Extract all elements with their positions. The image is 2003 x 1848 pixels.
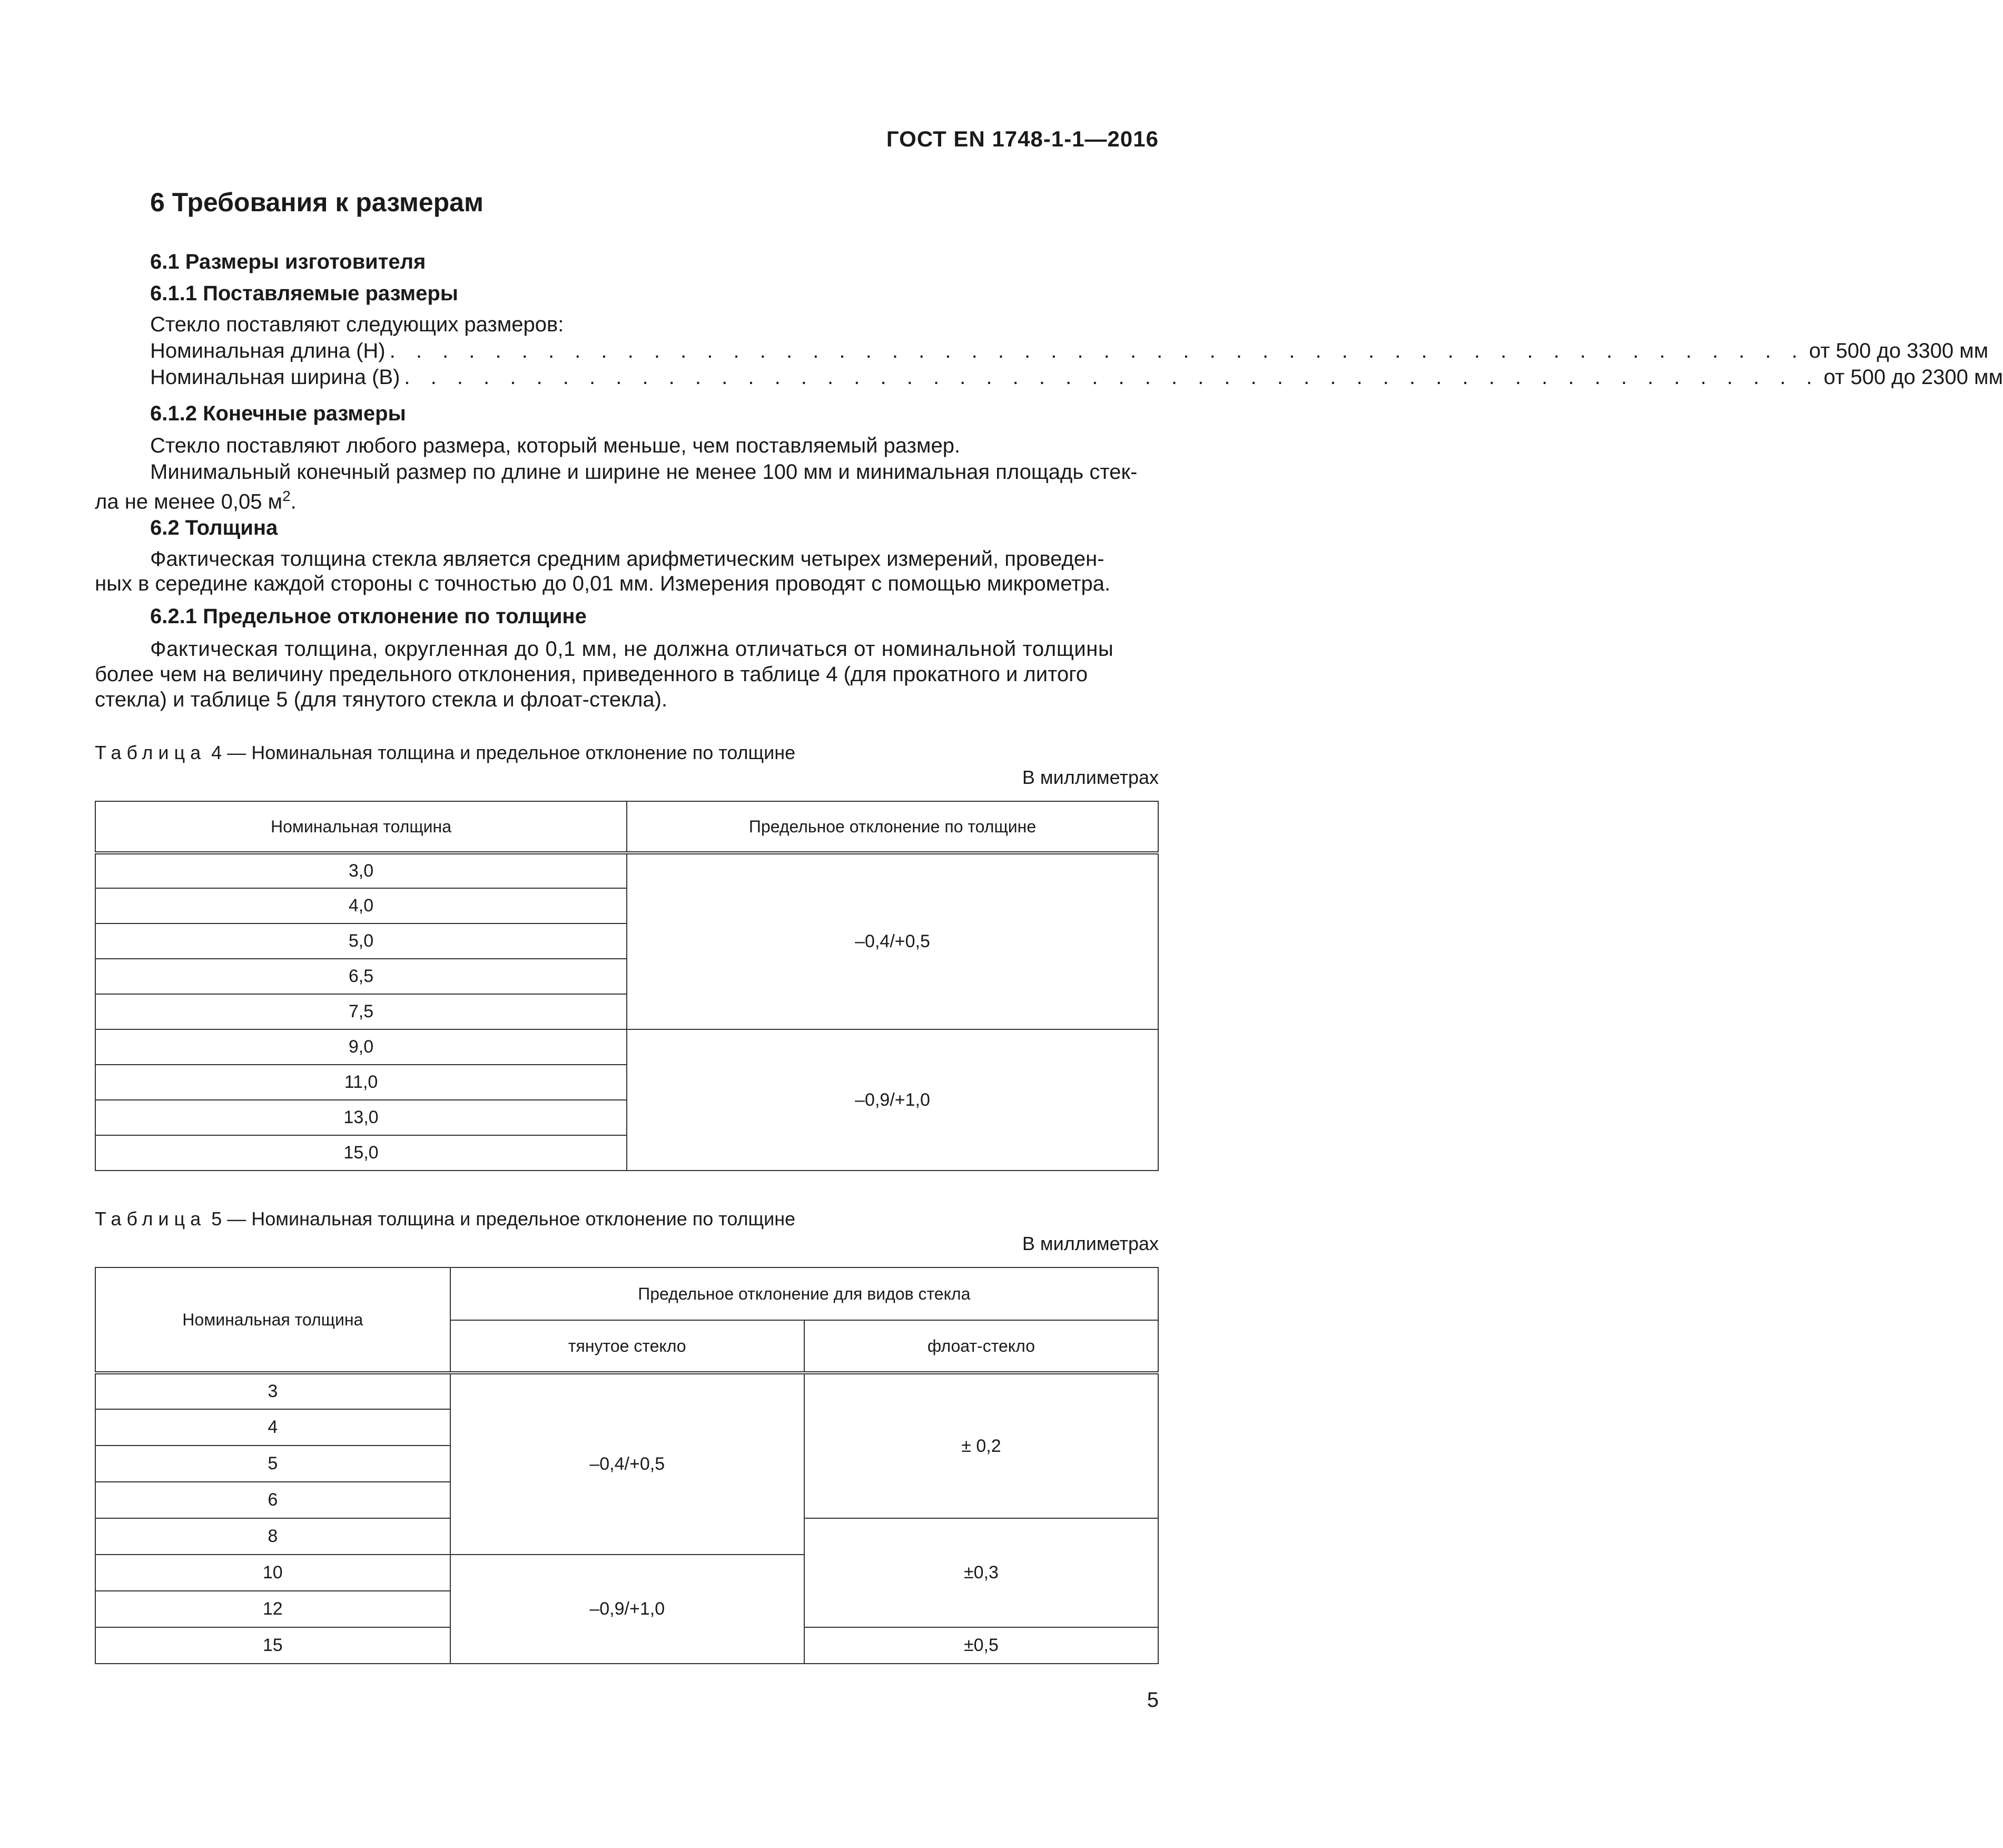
table-row: 15 xyxy=(95,1627,450,1664)
table-row: 10 xyxy=(95,1555,450,1591)
document-code: ГОСТ EN 1748-1-1—2016 xyxy=(886,126,1159,151)
table-5-header-drawn-glass: тянутое стекло xyxy=(450,1320,804,1373)
deviation-para-line-3: стекла) и таблице 5 (для тянутого стекла и флоат-стекла). xyxy=(95,688,668,711)
nominal-width-row xyxy=(150,365,2003,390)
section-6-title: 6 Требования к размерам xyxy=(150,188,484,217)
table-4-header-nominal: Номинальная толщина xyxy=(95,801,627,853)
table-row: 5 xyxy=(95,1446,450,1482)
table-row: 4,0 xyxy=(95,888,627,923)
nominal-width-label: Номинальная ширина (В) xyxy=(150,366,400,389)
table-5-float-a: ± 0,2 xyxy=(804,1373,1158,1518)
table-5 xyxy=(95,1267,1159,1664)
leader-dots: . . . . . . . . . . . . . . . . . . . . . . . . . . . . . . . . . . . . . . . . . . . . . . . . . . . . . . xyxy=(389,339,1805,362)
table-4-deviation-b: –0,9/+1,0 xyxy=(627,1029,1158,1171)
table-5-units: В миллиметрах xyxy=(1022,1233,1159,1254)
table-4-header-deviation: Предельное отклонение по толщине xyxy=(627,801,1158,853)
table-4 xyxy=(95,801,1159,1171)
table-row: 6 xyxy=(95,1482,450,1518)
table-5-header-float-glass: флоат-стекло xyxy=(804,1320,1158,1373)
nominal-length-label: Номинальная длина (Н) xyxy=(150,339,386,362)
table-4-caption: Таблица 4 — Номинальная толщина и предельное отклонение по толщине xyxy=(95,742,796,763)
nominal-length-row xyxy=(150,338,1989,363)
deviation-para-line-2: более чем на величину предельного отклонения, приведенного в таблице 4 (для прокатного и литого xyxy=(95,663,1088,686)
table-4-units: В миллиметрах xyxy=(1022,766,1159,788)
table-row: 6,5 xyxy=(95,959,627,994)
table-row: 3,0 xyxy=(95,853,627,888)
supplied-sizes-intro: Стекло поставляют следующих размеров: xyxy=(150,313,564,336)
section-6-1-2-title: 6.1.2 Конечные размеры xyxy=(150,402,406,425)
table-5-caption: Таблица 5 — Номинальная толщина и предельное отклонение по толщине xyxy=(95,1208,796,1230)
table-5-float-c: ±0,5 xyxy=(804,1627,1158,1664)
final-sizes-para-2-line-2: ла не менее 0,05 $м^2$. xyxy=(95,488,297,514)
section-6-1-title: 6.1 Размеры изготовителя xyxy=(150,250,426,273)
table-5-drawn-b: –0,9/+1,0 xyxy=(450,1555,804,1664)
nominal-width-value: от 500 до 2300 мм xyxy=(1823,366,2003,389)
table-5-float-b: ±0,3 xyxy=(804,1518,1158,1627)
table-row: 8 xyxy=(95,1518,450,1555)
final-sizes-para-2-line-1: Минимальный конечный размер по длине и ширине не менее 100 мм и минимальная площадь стек- xyxy=(150,460,1138,484)
section-6-2-1-title: 6.2.1 Предельное отклонение по толщине xyxy=(150,605,587,628)
table-row: 7,5 xyxy=(95,994,627,1029)
table-row: 5,0 xyxy=(95,923,627,959)
final-sizes-para-1: Стекло поставляют любого размера, который меньше, чем поставляемый размер. xyxy=(150,434,961,457)
table-5-header-deviation: Предельное отклонение для видов стекла xyxy=(450,1267,1158,1320)
deviation-para-line-1: Фактическая толщина, округленная до 0,1 мм, не должна отличаться от номинальной толщины xyxy=(150,637,1114,661)
section-6-2-title: 6.2 Толщина xyxy=(150,516,278,539)
table-5-drawn-a: –0,4/+0,5 xyxy=(450,1373,804,1555)
table-4-deviation-a: –0,4/+0,5 xyxy=(627,853,1158,1029)
leader-dots: . . . . . . . . . . . . . . . . . . . . . . . . . . . . . . . . . . . . . . . . . . . . . . . . . . . . . . xyxy=(404,366,1820,389)
table-row: 9,0 xyxy=(95,1029,627,1065)
table-row: 15,0 xyxy=(95,1135,627,1171)
thickness-para-line-1: Фактическая толщина стекла является средним арифметическим четырех измерений, проведен- xyxy=(150,547,1104,571)
table-row: 12 xyxy=(95,1591,450,1627)
table-row: 11,0 xyxy=(95,1065,627,1100)
section-6-1-1-title: 6.1.1 Поставляемые размеры xyxy=(150,282,458,305)
table-row: 4 xyxy=(95,1409,450,1446)
table-row: 3 xyxy=(95,1373,450,1409)
table-row: 13,0 xyxy=(95,1100,627,1135)
thickness-para-line-2: ных в середине каждой стороны с точностью до 0,01 мм. Измерения проводят с помощью микрометра. xyxy=(95,572,1111,595)
nominal-length-value: от 500 до 3300 мм xyxy=(1809,339,1989,362)
table-5-header-nominal: Номинальная толщина xyxy=(95,1267,450,1373)
page-number: 5 xyxy=(1147,1688,1159,1712)
